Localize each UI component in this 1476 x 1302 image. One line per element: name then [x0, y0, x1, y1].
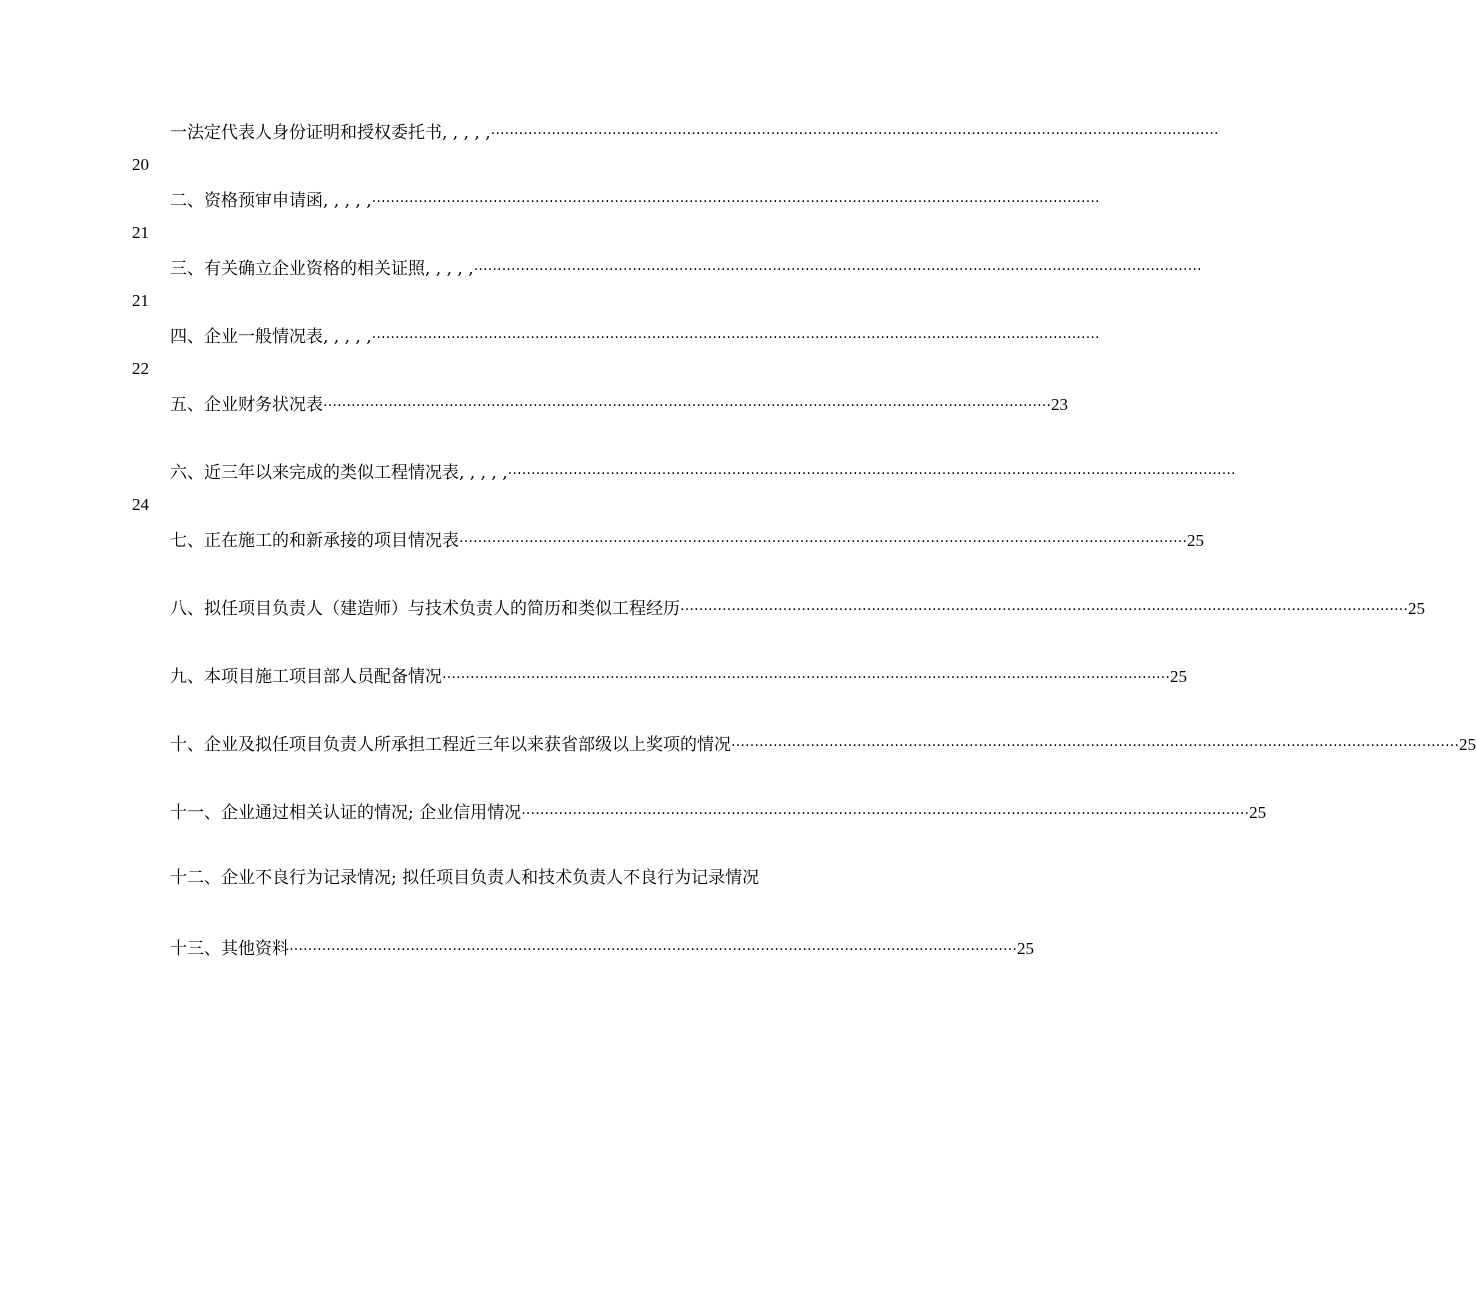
- toc-entry: [170, 186, 1100, 213]
- toc-entry: [170, 662, 1187, 689]
- toc-entry-title: 十一、企业通过相关认证的情况; 企业信用情况: [170, 803, 522, 823]
- toc-entry: [170, 390, 1068, 417]
- toc-leader: …………………………………………………………………………………………………………………………………………: [490, 122, 1219, 138]
- toc-entry: [170, 526, 1204, 553]
- toc-entry: [170, 254, 1202, 281]
- toc-entry-page: 25: [1459, 735, 1476, 754]
- toc-entry: [170, 730, 1476, 757]
- toc-entry-page: 25: [1017, 939, 1034, 958]
- toc-entry-title: 四、企业一般情况表, , , , ,: [170, 327, 372, 347]
- toc-entry-page: 22: [132, 359, 149, 378]
- toc-entry: [170, 798, 1267, 825]
- toc-entry-page: 21: [132, 223, 149, 242]
- toc-entry-title: 十、企业及拟任项目负责人所承担工程近三年以来获省部级以上奖项的情况: [170, 735, 731, 755]
- toc-entry: [170, 866, 816, 890]
- toc-entry-page: 25: [1170, 667, 1187, 686]
- toc-entry-page: 25: [1249, 803, 1267, 822]
- toc-entry-title: 二、资格预审申请函, , , , ,: [170, 191, 372, 211]
- toc-leader: …………………………………………………………………………………………………………………………………………: [371, 326, 1100, 342]
- toc-entry-title: 七、正在施工的和新承接的项目情况表: [170, 531, 459, 551]
- toc-entry-page: 20: [132, 155, 149, 174]
- toc-entry-page: 25: [1187, 531, 1204, 550]
- toc-entry-title: 五、企业财务状况表: [170, 395, 323, 415]
- toc-entry: [170, 458, 1236, 485]
- toc-entry-page: 24: [132, 495, 149, 514]
- toc-leader: …………………………………………………………………………………………………………………………………………: [289, 938, 1017, 954]
- toc-entry-title: 十三、其他资料: [170, 939, 289, 959]
- toc-leader: …………………………………………………………………………………………………………………………………………: [507, 462, 1236, 478]
- toc-entry: [170, 934, 1034, 961]
- toc-entry-title: 十二、企业不良行为记录情况; 拟任项目负责人和技术负责人不良行为记录情况: [170, 868, 760, 888]
- toc-leader: …………………………………………………………………………………………………………………………………………: [521, 802, 1250, 818]
- toc-leader: …………………………………………………………………………………………………………………………………………: [473, 258, 1202, 274]
- toc-entry-title: 六、近三年以来完成的类似工程情况表, , , , ,: [170, 463, 508, 483]
- toc-leader: …………………………………………………………………………………………………………………………………………: [371, 190, 1100, 206]
- toc-leader: …………………………………………………………………………………………………………………………………………: [680, 598, 1408, 614]
- toc-entry: [170, 594, 1425, 621]
- toc-entry-page: 25: [1408, 599, 1425, 618]
- toc-entry-title: 三、有关确立企业资格的相关证照, , , , ,: [170, 259, 474, 279]
- toc-entry-page: 23: [1051, 395, 1068, 414]
- toc-entry-title: 九、本项目施工项目部人员配备情况: [170, 667, 442, 687]
- toc-entry: [170, 118, 1219, 145]
- toc-leader: …………………………………………………………………………………………………………………………………………: [731, 734, 1459, 750]
- toc-entry-title: 一法定代表人身份证明和授权委托书, , , , ,: [170, 123, 491, 143]
- toc-leader: …………………………………………………………………………………………………………………………………………: [442, 666, 1170, 682]
- toc-leader: …………………………………………………………………………………………………………………………………………: [459, 530, 1187, 546]
- toc-entry-title: 八、拟任项目负责人（建造师）与技术负责人的简历和类似工程经历: [170, 599, 680, 619]
- toc-entry: [170, 322, 1100, 349]
- toc-entry-page: 21: [132, 291, 149, 310]
- toc-leader: …………………………………………………………………………………………………………………………………………: [323, 394, 1051, 410]
